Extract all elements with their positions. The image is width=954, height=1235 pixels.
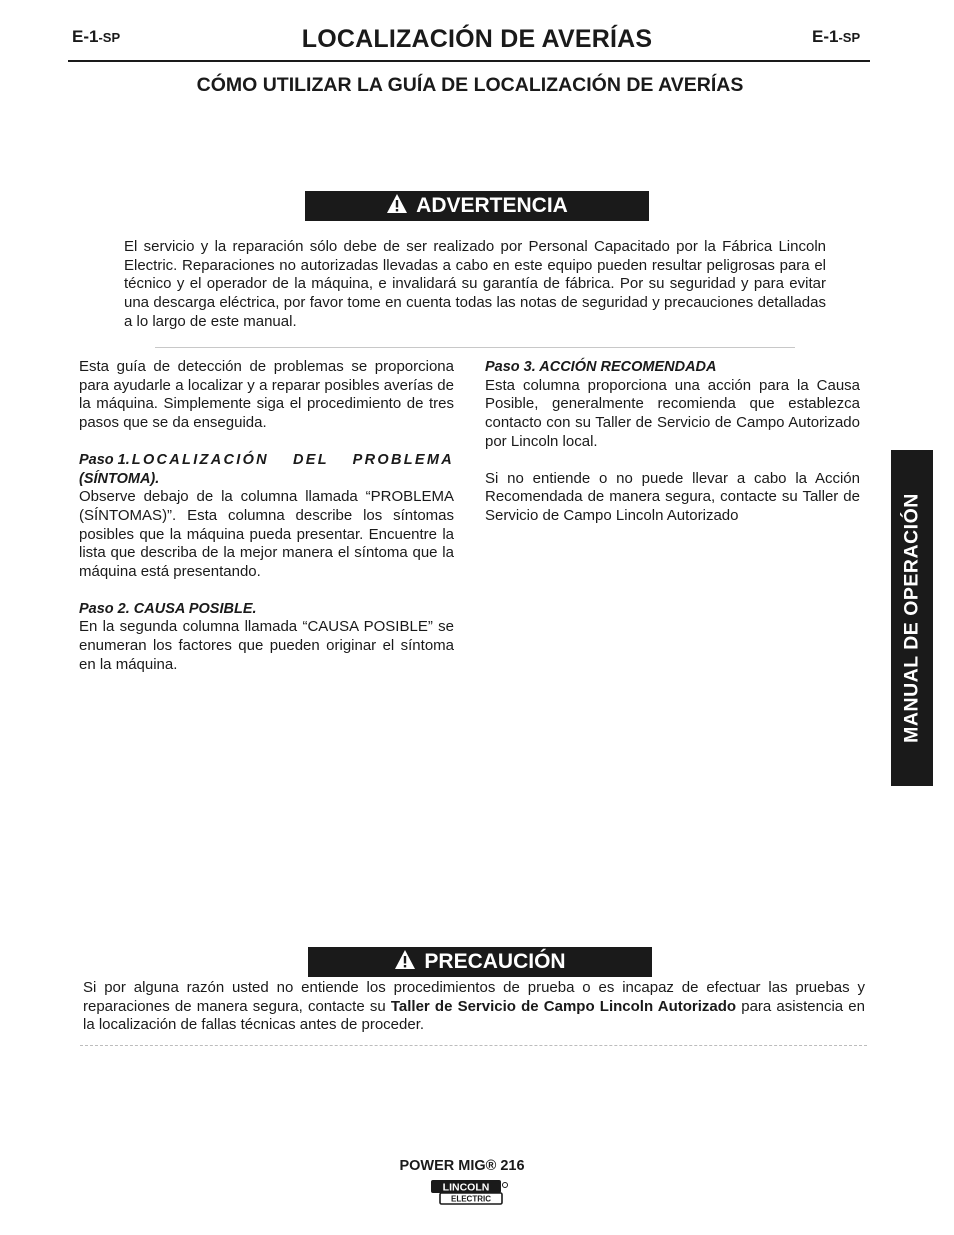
- caution-text: Si por alguna razón usted no entiende los procedimientos de prueba o es incapaz de efectuar las pruebas y reparaciones de manera segura, contacte su Taller de Servicio de Campo Lincoln Autorizado para asistencia en la localización de fallas técnicas antes de proceder.: [83, 979, 865, 1034]
- warning-label: ADVERTENCIA: [416, 194, 568, 217]
- step2-text: En la segunda columna llamada “CAUSA POSIBLE” se enumeran los factores que pueden originar el síntoma en la máquina.: [79, 618, 454, 673]
- step3-text: Esta columna proporciona una acción para la Causa Posible, generalmente recomienda que establezca contacto con su Taller de Servicio de Campo Autorizado por Lincoln local.: [485, 376, 860, 450]
- warning-divider: [155, 347, 795, 348]
- warning-icon: [386, 193, 408, 215]
- page-code-left: E-1-SP: [72, 27, 121, 46]
- side-tab: [891, 450, 933, 786]
- svg-text:ELECTRIC: ELECTRIC: [451, 1194, 491, 1204]
- section-title: CÓMO UTILIZAR LA GUÍA DE LOCALIZACIÓN DE AVERÍAS: [196, 74, 744, 96]
- caution-divider: [80, 1045, 867, 1046]
- caution-label: PRECAUCIÓN: [424, 950, 566, 973]
- warning-text: El servicio y la reparación sólo debe de ser realizado por Personal Capacitado por la Fábrica Lincoln Electric. Reparaciones no autorizadas llevadas a cabo en este equipo pueden resultar peligrosas para el técnico y el operador de la máquina, e invalidará su garantía de fábrica. Por su seguridad y para evitar una descarga eléctrica, por favor tome en cuenta todas las notas de seguridad y precauciones detalladas a lo largo de este manual.: [124, 238, 826, 330]
- left-column: [79, 358, 454, 675]
- step3-heading: Paso 3. ACCIÓN RECOMENDADA: [485, 359, 717, 375]
- step1-heading: Paso 1. LOCALIZACIÓN DEL PROBLEMA: [79, 451, 454, 468]
- intro-text: Esta guía de detección de problemas se proporciona para ayudarle a localizar y a reparar posibles averías de la máquina. Simplemente siga el procedimiento de tres pasos que se da enseguida.: [79, 358, 454, 432]
- footer-product-name: POWER MIG® 216: [399, 1158, 525, 1174]
- step1-text: Observe debajo de la columna llamada “PROBLEMA (SÍNTOMAS)”. Esta columna describe los síntomas posibles que la máquina pueda presentar. Encuentre la lista que describa de la mejor manera el síntoma que la máquina está presentando.: [79, 488, 454, 581]
- lincoln-electric-logo: [430, 1179, 510, 1207]
- caution-icon: [394, 949, 416, 971]
- caution-banner: [308, 947, 652, 977]
- page-code-right: E-1-SP: [812, 27, 861, 46]
- svg-text:LINCOLN: LINCOLN: [442, 1181, 490, 1194]
- step2-heading: Paso 2. CAUSA POSIBLE.: [79, 600, 257, 617]
- warning-banner: [305, 191, 649, 221]
- page-title: LOCALIZACIÓN DE AVERÍAS: [301, 25, 653, 53]
- step3-text-2: Si no entiende o no puede llevar a cabo la Acción Recomendada de manera segura, contacte su Taller de Servicio de Campo Lincoln Autorizado: [485, 469, 860, 524]
- side-tab-label: MANUAL DE OPERACIÓN: [900, 493, 923, 743]
- title-divider: [68, 60, 870, 62]
- step1-heading-cont: (SÍNTOMA).: [79, 470, 160, 487]
- right-column: [485, 358, 860, 526]
